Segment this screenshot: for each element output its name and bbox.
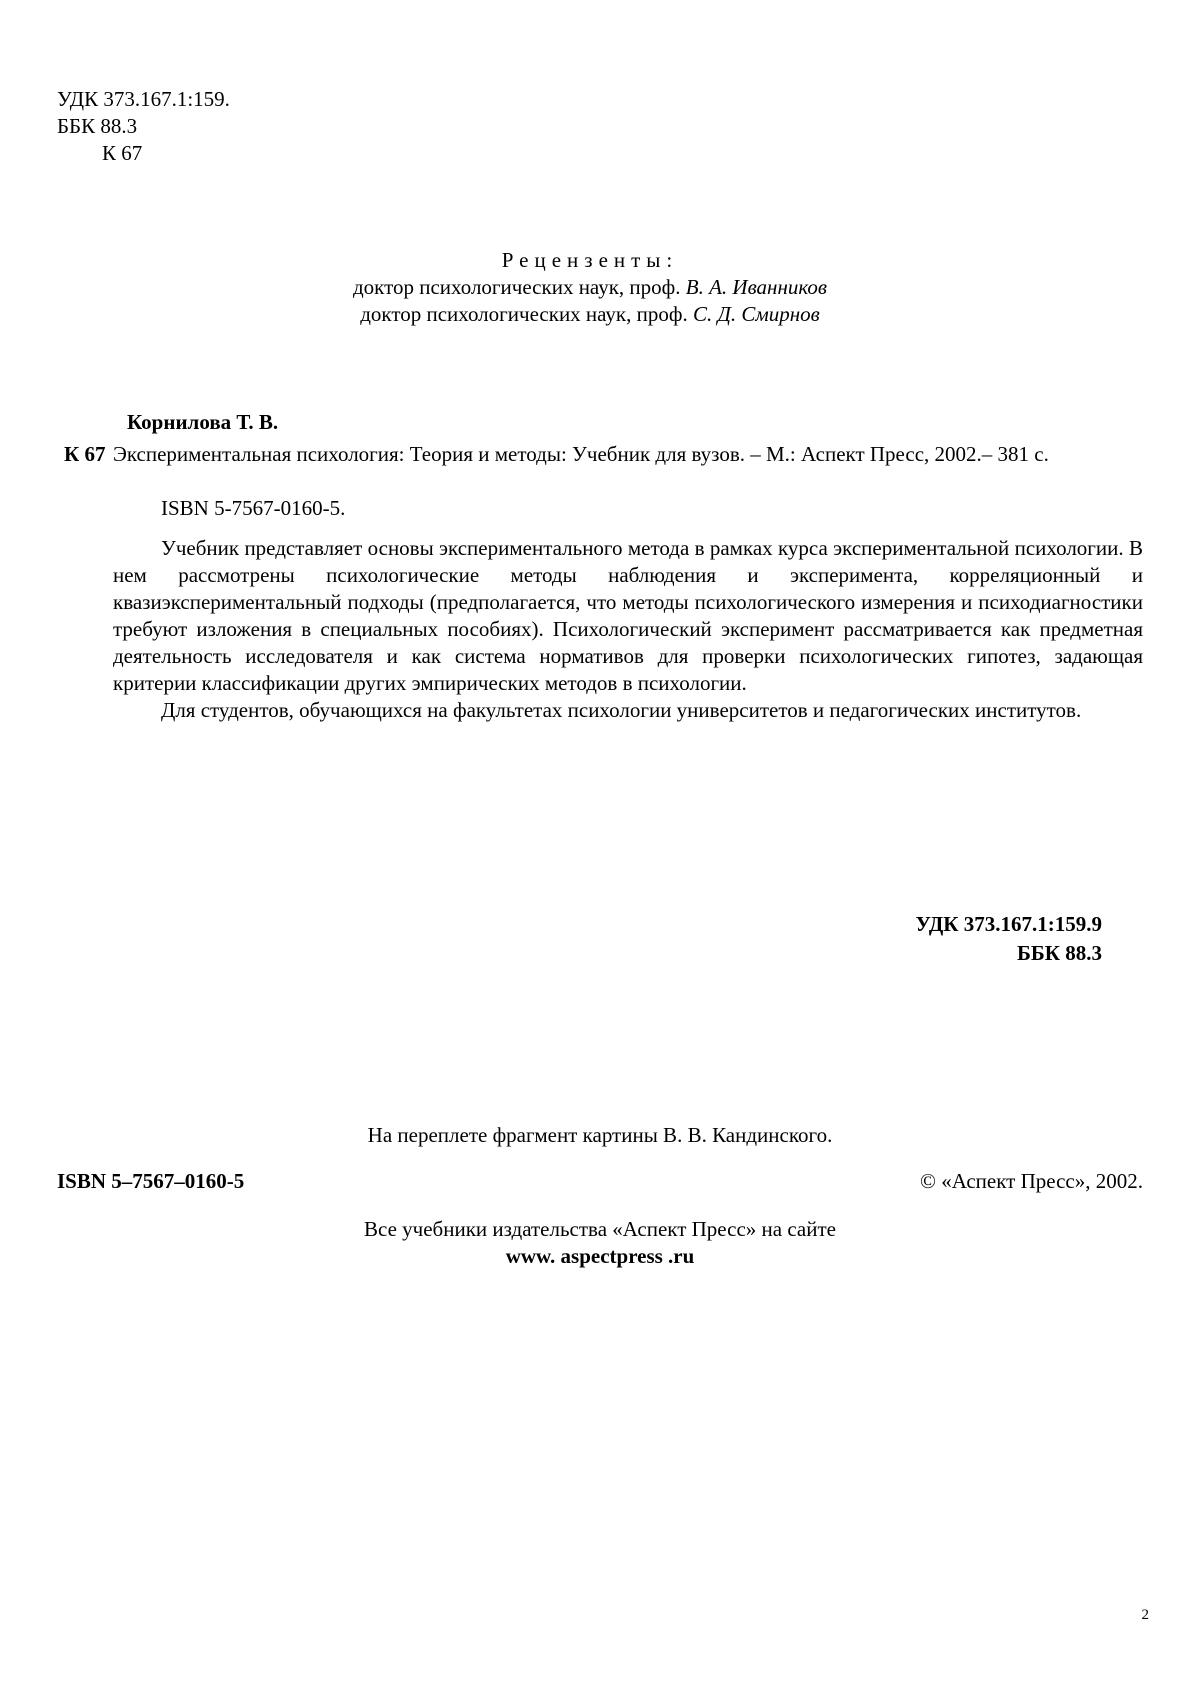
reviewer-degree: доктор психологических наук, проф. — [352, 275, 681, 299]
reviewer-name: С. Д. Смирнов — [692, 302, 820, 326]
annotation — [113, 535, 1143, 724]
author-mark-code: К 67 — [102, 141, 143, 165]
catalog-author: Корнилова Т. В. — [127, 410, 279, 434]
copyright: © «Аспект Пресс», 2002. — [920, 1169, 1143, 1193]
cover-note: На переплете фрагмент картины В. В. Кандинского. — [367, 1123, 833, 1147]
catalog-code: К 67 — [64, 442, 106, 466]
catalog-description: Экспериментальная психология: Теория и методы: Учебник для вузов. – М.: Аспект Пресс, 2002.– 381 с. — [113, 442, 1049, 466]
reviewers-title: Рецензенты: — [501, 248, 679, 272]
annotation-paragraph: Учебник представляет основы экспериментального метода в рамках курса экспериментальной психологии. В нем рассмотрены психологические методы наблюдения и эксперимента, корреляционный и квазиэкспериментальный подходы (предполагается, что методы психологического измерения и психодиагностики требуют изложения в специальных пособиях). Психологический эксперимент рассматривается как предметная деятельность исследователя и как система нормативов для проверки психологических гипотез, задающая критерии классификации других эмпирических методов в психологии. — [113, 536, 1143, 695]
udk-code: УДК 373.167.1:159. — [57, 87, 230, 111]
reviewers-block — [240, 247, 940, 328]
catalog-isbn: ISBN 5-7567-0160-5. — [161, 496, 346, 520]
isbn-main: ISBN 5–7567–0160-5 — [57, 1169, 245, 1193]
reviewer-line — [240, 301, 940, 328]
classification-block — [916, 910, 1102, 968]
site-url-link[interactable]: www. aspectpress .ru — [505, 1244, 695, 1268]
page-number: 2 — [1141, 1607, 1149, 1623]
reviewer-line — [240, 274, 940, 301]
reviewer-degree: доктор психологических наук, проф. — [360, 302, 688, 326]
site-note — [0, 1216, 1200, 1270]
reviewer-name: В. А. Иванников — [685, 275, 828, 299]
classification-bbk: ББК 88.3 — [1017, 941, 1102, 965]
site-text: Все учебники издательства «Аспект Пресс» на сайте — [364, 1217, 836, 1241]
header-codes — [57, 86, 230, 167]
bbk-code: ББК 88.3 — [57, 114, 138, 138]
annotation-paragraph: Для студентов, обучающихся на факультетах психологии университетов и педагогических институтов. — [161, 698, 1082, 722]
classification-udk: УДК 373.167.1:159.9 — [915, 912, 1102, 936]
